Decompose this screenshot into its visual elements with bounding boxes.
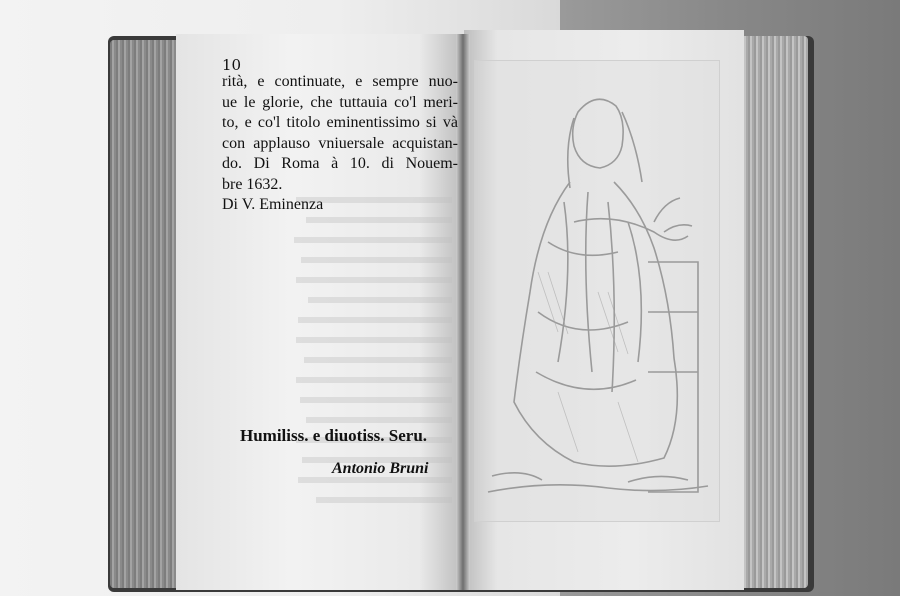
letter-text xyxy=(222,72,458,216)
closing-salutation: Humiliss. e diuotiss. Seru. xyxy=(240,426,428,445)
text-line: Di V. Eminenza xyxy=(222,196,324,213)
signature: Antonio Bruni xyxy=(332,460,429,477)
page-edges-left xyxy=(110,40,178,588)
text-line: ue le glorie, che tuttauia co'l meri- xyxy=(222,93,458,111)
text-line: rità, e continuate, e sempre nuo- xyxy=(222,73,458,90)
book-gutter xyxy=(456,34,470,590)
text-line: bre 1632. xyxy=(222,175,283,193)
text-line: con applauso vniuersale acquistan- xyxy=(222,134,458,152)
text-line: do. Di Roma à 10. di Nouem- xyxy=(222,155,458,172)
page-number: 10 xyxy=(222,56,242,74)
text-line: to, e co'l titolo eminentissimo si và xyxy=(222,114,458,131)
engraving-robed-figure xyxy=(478,72,714,512)
page-edges-right xyxy=(742,36,808,588)
